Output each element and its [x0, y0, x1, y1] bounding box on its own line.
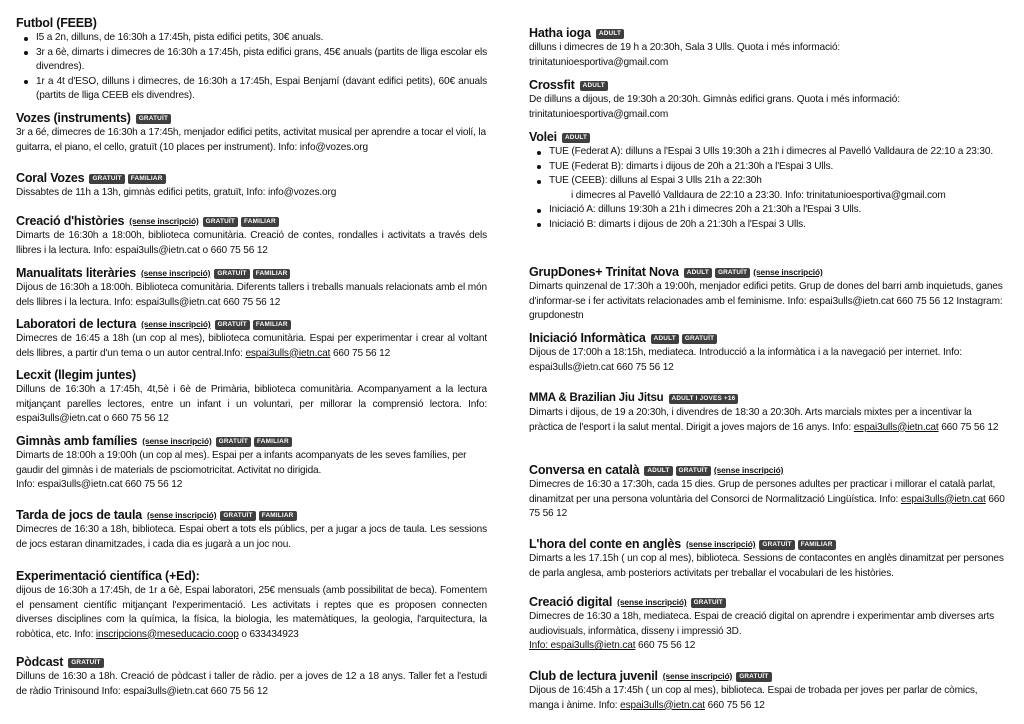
activity-description: dilluns i dimecres de 19 h a 20:30h, Sala 3 Ulls. Quota i més informació: [529, 42, 841, 53]
badge-familiar: FAMILIAR [128, 174, 166, 184]
activity-description [16, 332, 487, 361]
badge-familiar: FAMILIAR [253, 269, 291, 279]
activity-description: Dijous de 16:30h a 18:00h. Biblioteca comunitària. Diferents tallers i treballs manuals relacionats amb el món dels llibres i la lectura. Info: espai3ulls@ietn.cat 660 75 56 12 [16, 282, 487, 308]
activity-title: Hatha ioga [529, 26, 591, 40]
activity-title: Club de lectura juvenil [529, 669, 658, 683]
activity-futbol [16, 16, 487, 104]
description-text: Dijous de 16:45h a 17:45h ( un cop al mes), biblioteca. Espai de trobada per joves per parlar de còmics, manga i ànime. Info: [529, 685, 978, 711]
list-item: 1r a 4t d'ESO, dilluns i dimecres, de 16:30h a 17:45h, Espai Benjamí (davant edifici petits), 60€ anuals (partits de lliga CEEB els divendres). [36, 75, 487, 104]
activity-description: Dimarts de 18:00h a 19:00h (un cop al mes). Espai per a infants acompanyats de les seves famílies, per gaudir del gimnàs i de materials de psciomotricitat. Activitat no dirigida. [16, 450, 467, 476]
badge-gratuit: GRATUÏT [220, 511, 255, 521]
activity-title: Futbol (FEEB) [16, 16, 97, 30]
activity-title: MMA & Brazilian Jiu Jitsu [529, 392, 664, 404]
no-registration-note: (sense inscripció) [140, 268, 211, 278]
badge-gratuit: GRATUÏT [676, 466, 711, 476]
phone-text: 660 75 56 12 [638, 640, 696, 651]
activity-coral [16, 171, 487, 201]
phone-text: o 633434923 [241, 628, 299, 640]
activity-description: Dimarts a les 17.15h ( un cop al mes), biblioteca. Sessions de contacontes en anglès dinamitzat per persones de parla anglesa, amb posteriors activitats per treballar el vocabulari de les històries. [529, 553, 1004, 579]
badge-familiar: FAMILIAR [259, 511, 297, 521]
badge-adult: ADULT [644, 466, 672, 476]
activity-title: Lecxit (llegim juntes) [16, 368, 136, 382]
badge-gratuit: GRATUÏT [715, 268, 750, 278]
activity-contact: trinitatunioesportiva@gmail.com [529, 108, 669, 120]
list-item-continuation: i dimecres al Pavelló Valldaura de 22:10 a 23:30. Info: trinitatunioesportiva@gmail.com [571, 189, 946, 201]
badge-gratuit: GRATUÏT [736, 672, 771, 682]
no-registration-note: (sense inscripció) [685, 539, 756, 549]
activity-contact: trinitatunioesportiva@gmail.com [529, 56, 669, 68]
bullet-list [529, 203, 1007, 232]
badge-gratuit: GRATUÏT [216, 437, 251, 447]
description-text: dijous de 16:30h a 17:45h, de 1r a 6è, Espai laboratori, 25€ mensuals (amb possibilitat de beca). Fomentem el pensament científic mitjançant l'experimentació. Les activitats i reptes que es proposen connecten diverses disciplines com la química, la física, la biologia, les matemàtiques, la geologia, l'arquitectura, la robòtica, etc. Info: [16, 585, 487, 640]
activity-title: GrupDones+ Trinitat Nova [529, 265, 679, 279]
activity-lecxit [16, 368, 487, 427]
list-item: 3r a 6è, dimarts i dimecres de 16:30h a 17:45h, pista edifici grans, 45€ anuals (partits de lliga escolar els divendres). [36, 46, 487, 75]
no-registration-note: (sense inscripció) [753, 267, 823, 277]
bullet-list [16, 31, 487, 104]
no-registration-note: (sense inscripció) [146, 510, 217, 520]
list-item: I5 a 2n, dilluns, de 16:30h a 17:45h, pista edifici petits, 30€ anuals. [36, 31, 487, 46]
activity-description: Dijous de 17:00h a 18:15h, mediateca. Introducció a la informàtica i a la navegació per internet. Info: espai3ulls@ietn.cat 660 75 56 12 [529, 347, 962, 373]
activity-mma [529, 391, 1007, 435]
badge-gratuit: GRATUÏT [215, 320, 250, 330]
activity-title: Creació digital [529, 595, 613, 609]
activity-informatica [529, 331, 1007, 375]
badge-gratuit: GRATUÏT [136, 114, 171, 124]
no-registration-note: (sense inscripció) [617, 597, 687, 607]
activity-title: Tarda de jocs de taula [16, 508, 142, 522]
email-link[interactable]: espai3ulls@ietn.cat [900, 493, 986, 505]
activity-title: Vozes (instruments) [16, 111, 131, 125]
activity-vozes [16, 111, 487, 155]
email-link[interactable]: espai3ulls@ietn.cat [853, 421, 939, 433]
description-text: Dimecres de 16:30 a 17:30h, cada 15 dies. Grup de persones adultes per practicar i millorar el català parlat, dinamitzat per una persona voluntària del Consorci de Normalització Lingüística. Info: [529, 479, 996, 505]
activity-description: 3r a 6é, dimecres de 16:30h a 17:45h, menjador edifici petits, activitat musical per aprendre a tocar el violí, la guitarra, el piano, el cello, gratuït (10 places per instrument). Info: info@vozes.org [16, 127, 486, 153]
activity-laboratori [16, 317, 487, 361]
left-column [16, 0, 487, 724]
activity-grupdones [529, 265, 1007, 324]
activity-description [529, 406, 1007, 435]
activity-description: Dissabtes de 11h a 13h, gimnàs edifici petits, gratuït, Info: info@vozes.org [16, 187, 337, 198]
activity-title: Coral Vozes [16, 171, 85, 185]
no-registration-note: (sense inscripció) [713, 465, 784, 475]
activity-volei [529, 130, 1007, 232]
email-link[interactable]: inscripcions@meseducacio.coop [95, 628, 239, 640]
no-registration-note: (sense inscripció) [141, 319, 211, 329]
badge-adult: ADULT [651, 334, 679, 344]
activity-contact: Info: espai3ulls@ietn.cat 660 75 56 12 [16, 479, 183, 490]
activity-title: Manualitats literàries [16, 266, 136, 280]
activity-tarda-jocs [16, 508, 487, 552]
badge-gratuit: GRATUÏT [68, 658, 103, 668]
no-registration-note: (sense inscripció) [129, 216, 199, 226]
no-registration-note: (sense inscripció) [142, 436, 212, 446]
activity-title: Creació d'històries [16, 214, 125, 228]
activity-description: Dilluns de 16:30h a 17:45h, 4t,5è i 6è de Primària, biblioteca comunitària. Acompanyament a la lectura mitjançant parelles lectores, entre un infant i un voluntari, per millorar la comprensió lectora. Info: espai3ulls@ietn.cat o 660 75 56 12 [16, 384, 487, 424]
list-item: TUE (Federat B): dimarts i dijous de 20h a 21:30h a l'Espai 3 Ulls. [549, 160, 1007, 175]
right-column [529, 0, 1007, 724]
badge-familiar: FAMILIAR [253, 320, 291, 330]
badge-familiar: FAMILIAR [798, 540, 836, 550]
phone-text: 660 75 56 12 [529, 493, 1005, 519]
activity-description: Dimarts de 16:30h a 18:00h, biblioteca comunitària. Creació de contes, rondalles i activitats a través dels llibres i la lectura. Info: espai3ulls@ietn.cat o 660 75 56 12 [16, 230, 487, 256]
badge-adult: ADULT [684, 268, 712, 278]
badge-gratuit: GRATUÏT [682, 334, 717, 344]
badge-adult-joves: ADULT I JOVES +16 [669, 394, 739, 404]
activity-title: Pòdcast [16, 655, 64, 669]
phone-text: 660 75 56 12 [707, 699, 765, 711]
email-link[interactable]: espai3ulls@ietn.cat [620, 699, 705, 711]
badge-adult: ADULT [596, 29, 624, 39]
activity-description: Dimecres de 16:30 a 18h, biblioteca. Espai obert a tots els públics, per a jugar a jocs de taula. Les sessions de jocs estaran dinamitzades, i cada dia es jugarà a un joc nou. [16, 524, 487, 550]
activity-description: Dilluns de 16:30 a 18h. Creació de pòdcast i taller de ràdio. per a joves de 12 a 18 anys. Taller fet a l'estudi de ràdio Trinisound Info: espai3ulls@ietn.cat 660 75 56 12 [16, 671, 487, 697]
activity-title: Iniciació Informàtica [529, 331, 646, 345]
badge-gratuit: GRATUÏT [214, 269, 249, 279]
badge-familiar: FAMILIAR [241, 217, 279, 227]
activity-title: Conversa en català [529, 463, 640, 477]
activity-description [529, 478, 1007, 522]
bullet-list [529, 145, 1007, 189]
phone-text: 660 75 56 12 [332, 347, 391, 359]
activity-title: Experimentació científica (+Ed): [16, 569, 200, 583]
activity-hatha [529, 26, 1007, 70]
activity-title: L'hora del conte en anglès [529, 537, 681, 551]
activity-conte-angles [529, 537, 1007, 581]
no-registration-note: (sense inscripció) [662, 671, 733, 681]
activity-title: Laboratori de lectura [16, 317, 137, 331]
activity-description [16, 584, 487, 642]
activity-experimentacio [16, 569, 487, 642]
badge-gratuit: GRATUÏT [759, 540, 794, 550]
badge-gratuit: GRATUÏT [691, 598, 726, 608]
activity-crossfit [529, 78, 1007, 122]
badge-familiar: FAMILIAR [254, 437, 292, 447]
activity-description: Dimarts quinzenal de 17:30h a 19:00h, menjador edifici petits. Grup de dones del barri amb inquietuds, ganes d'informar-se i fer activitats relacionades amb el feminisme. Info: espai3ulls@ietn.cat 660 75 56 12 Instagram: grupdonestn [529, 281, 1003, 321]
activity-conversa [529, 463, 1007, 522]
activity-manualitats [16, 266, 487, 310]
description-text: Dimecres de 16:45 a 18h (un cop al mes), biblioteca comunitària. Espai per experimentar i crear al voltant dels llibres, a partir d'un tema o un autor central.Info: [16, 333, 487, 359]
activity-description: Dimecres de 16:30 a 18h, mediateca. Espai de creació digital on aprendre i experimentar amb diverses arts audiovisuals, informàtica, disseny i impressió 3D. [529, 611, 995, 637]
description-text: Dimarts i dijous, de 19 a 20:30h, i divendres de 18:30 a 20:30h. Arts marcials mixtes per a incentivar la pràctica de l'esport i la salut mental. Dirigit a joves majors de 16 anys. Info: [529, 407, 972, 433]
badge-adult: ADULT [580, 81, 608, 91]
activity-title: Gimnàs amb famílies [16, 434, 138, 448]
list-item: TUE (Federat A): dilluns a l'Espai 3 Ulls 19:30h a 21h i dimecres al Pavelló Valldaura de 22:10 a 23:30. [549, 145, 1007, 160]
list-item: Iniciació B: dimarts i dijous de 20h a 21:30h a l'Espai 3 Ulls. [549, 218, 1007, 233]
activity-description: De dilluns a dijous, de 19:30h a 20:30h. Gimnàs edifici grans. Quota i més informació: [529, 94, 900, 105]
list-item: TUE (CEEB): dilluns al Espai 3 Ulls 21h a 22:30h [549, 174, 1007, 189]
activity-club-lectura [529, 669, 1007, 713]
activity-creacio-digital [529, 595, 1007, 654]
email-link[interactable]: Info: espai3ulls@ietn.cat [529, 640, 636, 651]
badge-gratuit: GRATUÏT [89, 174, 124, 184]
badge-adult: ADULT [562, 133, 590, 143]
activity-title: Crossfit [529, 78, 575, 92]
activity-podcast [16, 655, 487, 699]
activity-contact [529, 639, 1007, 654]
activity-creacio-histories [16, 214, 487, 258]
activity-title: Volei [529, 130, 557, 144]
email-link[interactable]: espai3ulls@ietn.cat [245, 347, 331, 359]
activity-gimnas [16, 434, 487, 493]
phone-text: 660 75 56 12 [941, 421, 999, 433]
list-item: Iniciació A: dilluns 19:30h a 21h i dimecres 20h a 21:30h a l'Espai 3 Ulls. [549, 203, 1007, 218]
activity-description [529, 684, 1007, 713]
badge-gratuit: GRATUÏT [203, 217, 238, 227]
